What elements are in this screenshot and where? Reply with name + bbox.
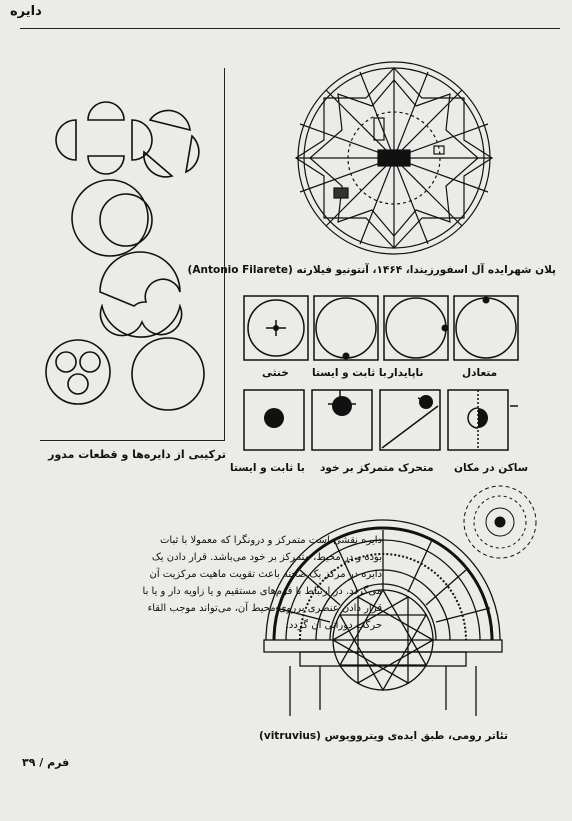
combinations-caption: ترکیبی از دایره‌ها و قطعات مدور [48, 448, 226, 461]
label-fixed-static-1: با ثابت و ایستا [312, 367, 387, 379]
header-divider [20, 28, 560, 29]
label-stationary: ساکن در مکان [454, 462, 529, 474]
label-neutral: خنثی [262, 367, 289, 379]
page-footer: فرم / ۳۹ [22, 756, 70, 769]
label-self-centered: متمرکز بر خود [320, 462, 395, 474]
filarete-plan-drawing [274, 58, 514, 258]
row1-circle-boxes [242, 294, 522, 362]
filarete-caption: پلان شهرایده آل اسفورزیندا، ۱۴۶۴، آنتونیو فیلارته (Antonio Filarete) [187, 264, 556, 276]
circle-combinations-illustration [40, 80, 220, 440]
row2-circle-boxes [242, 388, 522, 452]
label-moving: متحرک [398, 462, 434, 474]
theatre-caption: تئاتر رومی، طبق ایده‌ی ویتروویوس (vitruvius) [259, 730, 508, 742]
label-balanced: متعادل [462, 367, 498, 379]
label-fixed-static-2: با ثابت و ایستا [230, 462, 305, 474]
chapter-title: دایره [10, 4, 42, 19]
body-paragraph: دایره نقشی است متمرکز و درونگرا که معمولا با ثبات بوده و در محیط، متمرکز بر خود می‌باشد. قرار دادن یک دایره در مرکز یک صحنه باعث تقویت ماهیت مرکزیت آن می‌گردد. در ارتباط با فرم‌های مستقیم و یا زاویه دار و یا با قرار دادن عنصری برروی محیط آن، می‌تواند موجب القاء حرکت دورانی آن گردد. [142, 535, 382, 631]
label-unstable: ناپایدار [388, 367, 424, 379]
